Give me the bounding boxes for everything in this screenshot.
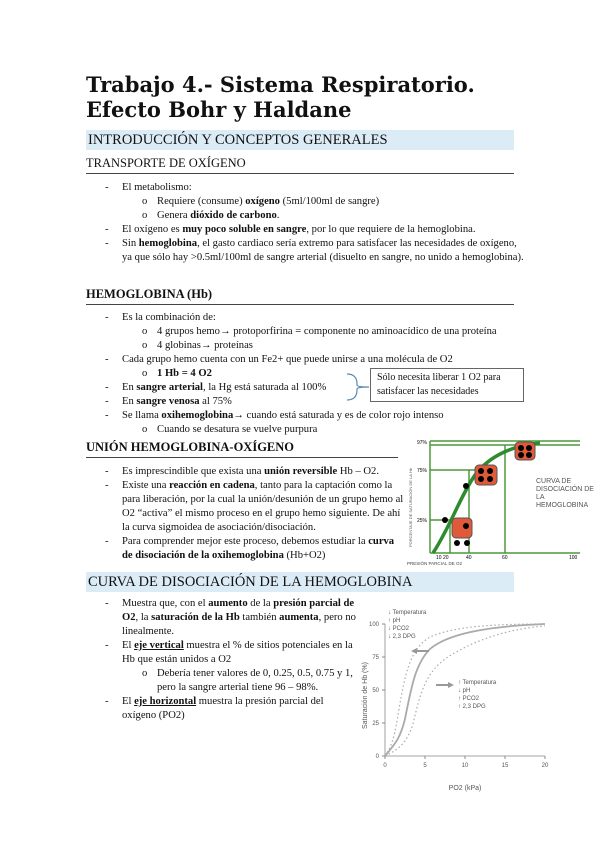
subheading-hemoglobina-text: HEMOGLOBINA (Hb) xyxy=(86,287,213,301)
y-tick-label: 100 xyxy=(368,622,379,628)
x-label-100: 100 xyxy=(569,555,578,561)
bold-text: unión reversible xyxy=(264,466,338,477)
subheading-union-text: UNIÓN HEMOGLOBINA-OXÍGENO xyxy=(86,440,295,454)
y-tick-label: 75 xyxy=(372,655,379,661)
text: Es imprescindible que exista una xyxy=(122,466,265,477)
x-tick-label: 15 xyxy=(501,763,509,769)
effect-label: ↑ PCO2 xyxy=(458,696,480,702)
text: → cuando está saturada y es de color rojo intenso xyxy=(233,410,444,421)
y-tick-label: 50 xyxy=(372,688,379,694)
bold-text: oxígeno xyxy=(245,196,280,207)
bold-text: curva de disociación de la oxihemoglobina xyxy=(122,536,395,561)
list-item xyxy=(86,535,406,563)
effect-label: ↓ Temperatura xyxy=(388,610,427,616)
bold-text: sangre arterial xyxy=(136,382,204,393)
text: , pero no linealmente. xyxy=(122,612,356,637)
section-heading-intro: INTRODUCCIÓN Y CONCEPTOS GENERALES xyxy=(86,130,514,150)
text: (Hb+O2) xyxy=(283,550,326,561)
text: muestra el % de sitios potenciales en la Hb que están unidos a O2 xyxy=(122,640,353,665)
text: 4 globinas→ proteínas xyxy=(157,340,253,351)
x-tick-label: 0 xyxy=(383,763,387,769)
bold-text: aumenta xyxy=(279,612,319,623)
y-axis-title: PORCENTAJE DE SATURACIÓN DE LA Hb xyxy=(408,468,413,547)
x-label-10: 10 xyxy=(436,555,442,561)
list-union xyxy=(86,465,406,563)
text: En xyxy=(122,396,137,407)
list-item xyxy=(86,409,536,423)
text: (5ml/100ml de sangre) xyxy=(279,196,380,207)
figure-legend: CURVA DE DISOCIACIÓN DE LA HEMOGLOBINA xyxy=(536,478,594,509)
text: , el gasto cardiaco sería extremo para satisfacer las necesidades de oxígeno, ya que sólo hay >0.5ml/100ml de sangre arterial (disuelto en sangre, no unido a hemoglobina). xyxy=(122,238,524,263)
list-item xyxy=(86,465,406,479)
x-tick-label: 20 xyxy=(541,763,549,769)
list-item xyxy=(86,195,526,209)
text: también xyxy=(239,612,280,623)
bold-text: sangre venosa xyxy=(136,396,200,407)
text: al 75% xyxy=(199,396,232,407)
heme-groups xyxy=(442,442,535,546)
bold-text: hemoglobina xyxy=(138,238,198,249)
text: Genera xyxy=(157,210,191,221)
list-item xyxy=(86,181,526,195)
list-item xyxy=(86,479,406,535)
text: , la Hg está saturada al 100% xyxy=(203,382,327,393)
x-label-40: 40 xyxy=(466,555,472,561)
y-label-25: 25% xyxy=(416,518,427,524)
bold-text: aumento xyxy=(208,598,248,609)
text: Existe una xyxy=(122,480,170,491)
list-item xyxy=(86,237,526,265)
bold-text: saturación de la Hb xyxy=(151,612,240,623)
list-curva xyxy=(86,597,356,723)
text: Para comprender mejor este proceso, debemos estudiar la xyxy=(122,536,369,547)
text: Cada grupo hemo cuenta con un Fe2+ que puede unirse a una molécula de O2 xyxy=(122,354,453,365)
x-tick-label: 10 xyxy=(461,763,469,769)
y-label-75: 75% xyxy=(416,468,427,474)
list-item xyxy=(86,423,536,437)
y-label-97: 97% xyxy=(416,440,427,446)
effect-label: ↓ 2,3 DPG xyxy=(388,634,416,640)
list-item xyxy=(86,695,356,723)
effect-label: ↑ pH xyxy=(388,618,401,624)
text: Requiere (consume) xyxy=(157,196,246,207)
text: El oxígeno es xyxy=(122,224,183,235)
bold-text: 1 Hb = 4 O2 xyxy=(157,368,212,379)
x-label-60: 60 xyxy=(502,555,508,561)
bold-text: oxihemoglobina xyxy=(161,410,234,421)
bold-text: dióxido de carbono xyxy=(190,210,277,221)
text: En xyxy=(122,382,137,393)
list-item xyxy=(86,325,536,339)
y-axis-title: Saturación de Hb (%) xyxy=(362,662,369,729)
list-item xyxy=(86,209,526,223)
arrow-right-icon xyxy=(436,682,454,688)
bold-text: eje vertical xyxy=(134,640,184,651)
subheading-transporte: TRANSPORTE DE OXÍGENO xyxy=(86,156,514,174)
section-heading-curva: CURVA DE DISOCIACIÓN DE LA HEMOGLOBINA xyxy=(86,572,514,592)
text: Es la combinación de: xyxy=(122,312,216,323)
text: . xyxy=(276,210,280,221)
x-tick-label: 5 xyxy=(423,763,427,769)
title-line-2: Efecto Bohr y Haldane xyxy=(86,97,352,122)
x-axis-title: PO2 (kPa) xyxy=(448,785,482,792)
subheading-hemoglobina xyxy=(86,287,514,305)
list-item xyxy=(86,339,536,353)
text: El metabolismo: xyxy=(122,182,192,193)
text: muestra la presión parcial del oxígeno (PO2) xyxy=(122,696,324,721)
text: 4 grupos hemo→ protoporfirina = componente no aminoacídico de una proteína xyxy=(157,326,497,337)
list-item xyxy=(86,353,536,367)
brace-icon xyxy=(345,372,371,402)
list-item xyxy=(86,667,356,695)
text: de la xyxy=(247,598,274,609)
effect-label: ↓ pH xyxy=(458,688,471,694)
subheading-union xyxy=(86,440,398,458)
text: Cuando se desatura se vuelve purpura xyxy=(157,424,318,435)
effect-label: ↑ Temperatura xyxy=(458,680,497,686)
note-callout: Sólo necesita liberar 1 O2 para satisfacer las necesidades xyxy=(370,368,524,402)
x-label-20: 20 xyxy=(443,555,449,561)
text: Se llama xyxy=(122,410,162,421)
list-transporte xyxy=(86,181,526,265)
figure-dissociation-curve xyxy=(355,604,560,794)
text: Debería tener valores de 0, 0.25, 0.5, 0.75 y 1, pero la sangre arterial tiene 96 – 98%. xyxy=(157,668,353,693)
text: Hb – O2. xyxy=(337,466,379,477)
text: , la xyxy=(135,612,152,623)
y-tick-label: 25 xyxy=(372,721,379,727)
list-item xyxy=(86,311,536,325)
effect-label: ↓ PCO2 xyxy=(388,626,410,632)
text: , tanto para la captación como la para liberación, por la cual la unión/desunión de un grupo hemo al O2 “activa” el mismo proceso en el grupo hemo siguiente. De ahí la curva sigmoidea de asociación/disociación. xyxy=(122,480,404,533)
text: El xyxy=(122,696,135,707)
bold-text: presión parcial de O2 xyxy=(122,598,355,623)
text: Muestra que, con el xyxy=(122,598,209,609)
y-tick-label: 0 xyxy=(375,754,379,760)
bold-text: eje horizontal xyxy=(134,696,197,707)
text: , por lo que requiere de la hemoglobina. xyxy=(306,224,476,235)
list-item xyxy=(86,639,356,667)
text: Sin xyxy=(122,238,139,249)
title-line-1: Trabajo 4.- Sistema Respiratorio. xyxy=(86,72,475,97)
bold-text: muy poco soluble en sangre xyxy=(182,224,307,235)
list-item xyxy=(86,223,526,237)
document-title xyxy=(86,72,475,122)
text: El xyxy=(122,640,135,651)
x-axis-title: PRESIÓN PARCIAL DE O2 xyxy=(407,561,463,566)
list-item xyxy=(86,597,356,639)
effect-label: ↑ 2,3 DPG xyxy=(458,704,486,710)
bold-text: reacción en cadena xyxy=(169,480,255,491)
